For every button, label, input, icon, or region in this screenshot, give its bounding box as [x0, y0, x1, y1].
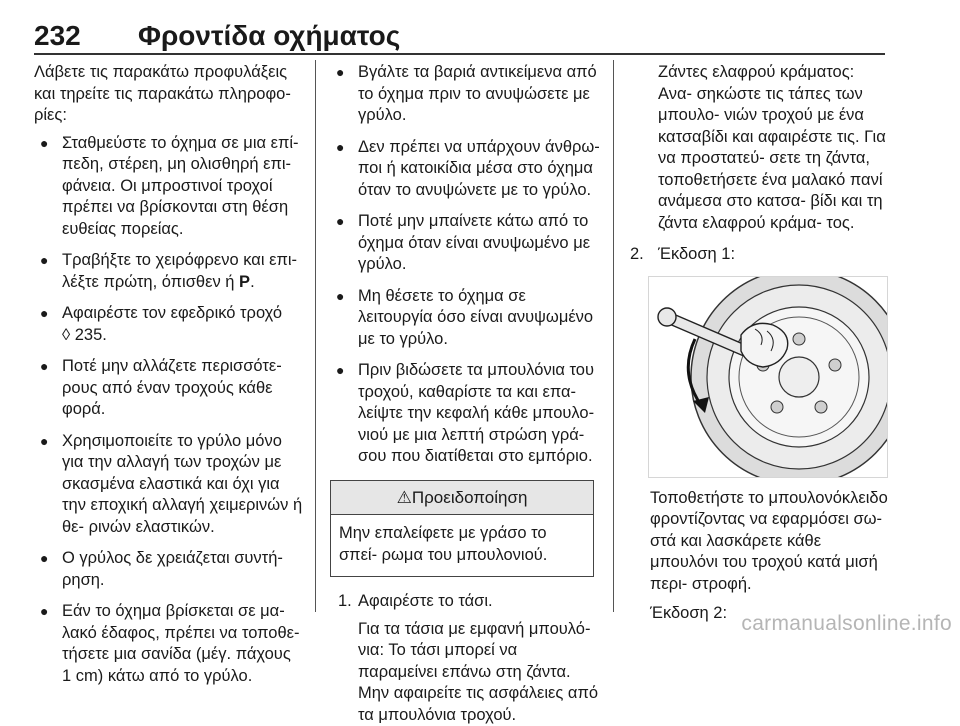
list-item: ● Αφαιρέστε τον εφεδρικό τροχό ◊ 235. — [34, 303, 304, 346]
list-item: ● Ποτέ μην μπαίνετε κάτω από το όχημα όταν είναι ανυψωμένο με γρύλο. — [330, 211, 600, 276]
list-item: ● Εάν το όχημα βρίσκεται σε μα‐ λακό έδαφος, πρέπει να τοποθε‐ τήσετε μια σανίδα (μέγ. πάχους 1 cm) κάτω από το γρύλο. — [34, 601, 304, 687]
wheel-wrench-illustration — [648, 276, 888, 478]
list-item: ● Ποτέ μην αλλάζετε περισσότε‐ ρους από έναν τροχούς κάθε φορά. — [34, 356, 304, 421]
page-title: Φροντίδα οχήματος — [138, 20, 400, 52]
intro-text: Λάβετε τις παρακάτω προφυλάξεις και τηρείτε τις παρακάτω πληροφο‐ ρίες: — [34, 62, 304, 127]
step-number: 2. — [630, 244, 644, 266]
list-item: ● Δεν πρέπει να υπάρχουν άνθρω‐ ποι ή κατοικίδια μέσα στο όχημα όταν το ανυψώνετε με το γρύλο. — [330, 137, 600, 202]
figure-caption: Τοποθετήστε το μπουλονόκλειδο φροντίζοντας να εφαρμόσει σω‐ στά και λασκάρετε κάθε μπουλόνι του τροχού κατά μισή περι‐ στροφή. — [630, 488, 890, 596]
precautions-list — [34, 133, 304, 688]
warning-box — [330, 480, 594, 578]
step-text: Για τα τάσια με εμφανή μπουλό‐ νια: Το τάσι μπορεί να παραμείνει επάνω στη ζάντα. Μην αφαιρείτε τις ασφάλειες από τα μπουλόνια τροχού. — [330, 619, 600, 726]
step-title: Αφαιρέστε το τάσι. — [358, 592, 493, 610]
list-item: ● Μη θέσετε το όχημα σε λειτουργία όσο είναι ανυψωμένο με το γρύλο. — [330, 286, 600, 351]
page-reference[interactable]: 235 — [75, 326, 103, 344]
watermark: carmanualsonline.info — [741, 612, 952, 636]
warning-icon: ⚠ — [397, 488, 412, 507]
column-1 — [34, 62, 304, 687]
list-item: ● Βγάλτε τα βαριά αντικείμενα από το όχημα πριν το ανυψώσετε με γρύλο. — [330, 62, 600, 127]
column-divider — [613, 60, 614, 612]
list-item: ● Σταθμεύστε το όχημα σε μια επί‐ πεδη, στέρεη, μη ολισθηρή επι‐ φάνεια. Οι μπροστινοί τροχοί πρέπει να βρίσκονται στη θέση ευθείας πορείας. — [34, 133, 304, 241]
wheel-wrench-drawing — [649, 277, 887, 477]
step-2 — [630, 244, 890, 266]
list-item: ● Χρησιμοποιείτε το γρύλο μόνο για την αλλαγή των τροχών με σκασμένα ελαστικά και όχι για την εποχική αλλαγή χειμερινών ή θε‐ ρινών ελαστικών. — [34, 431, 304, 539]
step-1 — [330, 591, 600, 726]
page-number: 232 — [34, 20, 81, 52]
version-2-label: Έκδοση 2: — [630, 603, 890, 625]
warning-title: Προειδοποίηση — [412, 488, 528, 507]
warning-header — [331, 481, 593, 516]
header-divider — [34, 53, 885, 55]
page-ref-icon: ◊ — [62, 326, 70, 344]
list-item: ● Τραβήξτε το χειρόφρενο και επι‐ λέξτε πρώτη, όπισθεν ή P. — [34, 250, 304, 293]
step-title: Έκδοση 1: — [658, 245, 735, 263]
column-2 — [330, 62, 600, 726]
page-header — [34, 20, 884, 56]
list-item: ● Πριν βιδώσετε τα μπουλόνια του τροχού, καθαρίστε τα και επα‐ λείψτε την κεφαλή κάθε μπουλο‐ νιού με μια λεπτή στρώση γρά‐ σου που διατίθεται στο εμπόριο. — [330, 360, 600, 468]
step-number: 1. — [338, 591, 352, 613]
gear-p: P — [239, 273, 250, 291]
column-divider — [315, 60, 316, 612]
precautions-list-2 — [330, 62, 600, 468]
column-3 — [630, 62, 890, 625]
warning-text: Μην επαλείφετε με γράσο το σπεί‐ ρωμα του μπουλονιού. — [331, 515, 593, 576]
alloy-text: Ζάντες ελαφρού κράματος: Ανα‐ σηκώστε τις τάπες των μπουλο‐ νιών τροχού με ένα κατσαβίδι και αφαιρέστε τις. Για να προστατεύ‐ σετε τη ζάντα, τοποθετήσετε ένα μαλακό πανί ανάμεσα στο κατσα‐ βίδι και τη ζάντα ελαφρού κράμα‐ τος. — [630, 62, 890, 234]
list-item: ● Ο γρύλος δε χρειάζεται συντή‐ ρηση. — [34, 548, 304, 591]
